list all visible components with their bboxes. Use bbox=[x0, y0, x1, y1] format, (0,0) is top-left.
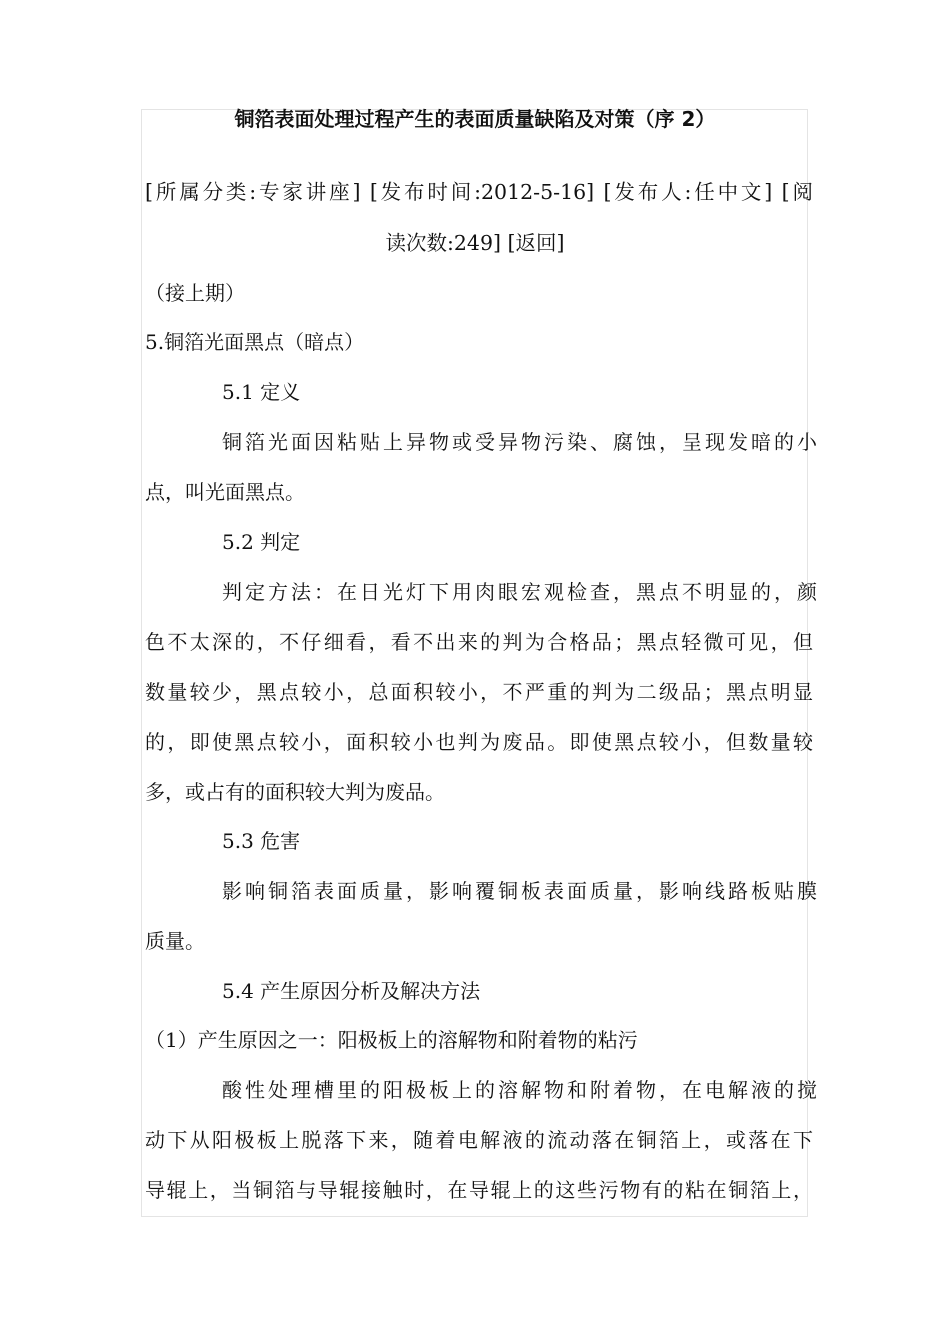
paragraph-5-3-line-2: 质量。 bbox=[145, 929, 205, 953]
subsection-5-1-heading: 5.1 定义 bbox=[222, 380, 301, 404]
subsection-5-2-heading: 5.2 判定 bbox=[222, 530, 301, 554]
paragraph-cause-1-line-1: 酸性处理槽里的阳极板上的溶解物和附着物，在电解液的搅 bbox=[222, 1078, 817, 1102]
paragraph-5-1-line-1: 铜箔光面因粘贴上异物或受异物污染、腐蚀，呈现发暗的小 bbox=[222, 430, 817, 454]
paragraph-5-2-line-1: 判定方法：在日光灯下用肉眼宏观检查，黑点不明显的，颜 bbox=[222, 580, 817, 604]
subsection-5-3-heading: 5.3 危害 bbox=[222, 829, 301, 853]
paragraph-5-2-line-5: 多，或占有的面积较大判为废品。 bbox=[145, 780, 445, 804]
continued-note: （接上期） bbox=[145, 281, 245, 305]
paragraph-5-2-line-4: 的，即使黑点较小，面积较小也判为废品。即使黑点较小，但数量较 bbox=[145, 730, 813, 754]
article-meta-line-2: 读次数:249] [返回] bbox=[385, 231, 565, 255]
article-meta-line-1: [所属分类:专家讲座] [发布时间:2012-5-16] [发布人:任中文] [阅 bbox=[145, 180, 813, 204]
paragraph-cause-1-line-2: 动下从阳极板上脱落下来，随着电解液的流动落在铜箔上，或落在下 bbox=[145, 1128, 813, 1152]
paragraph-5-1-line-2: 点，叫光面黑点。 bbox=[145, 480, 305, 504]
section-heading: 5.铜箔光面黑点（暗点） bbox=[145, 330, 365, 354]
subsection-5-4-heading: 5.4 产生原因分析及解决方法 bbox=[222, 979, 481, 1003]
paragraph-cause-1-line-3: 导辊上，当铜箔与导辊接触时，在导辊上的这些污物有的粘在铜箔上， bbox=[145, 1178, 813, 1202]
paragraph-5-2-line-2: 色不太深的，不仔细看，看不出来的判为合格品；黑点轻微可见，但 bbox=[145, 630, 813, 654]
paragraph-5-3-line-1: 影响铜箔表面质量，影响覆铜板表面质量，影响线路板贴膜 bbox=[222, 879, 817, 903]
cause-1-heading: （1）产生原因之一：阳极板上的溶解物和附着物的粘污 bbox=[145, 1028, 638, 1052]
article-title: 铜箔表面处理过程产生的表面质量缺陷及对策（序 2） bbox=[234, 107, 716, 131]
paragraph-5-2-line-3: 数量较少，黑点较小，总面积较小，不严重的判为二级品；黑点明显 bbox=[145, 680, 813, 704]
